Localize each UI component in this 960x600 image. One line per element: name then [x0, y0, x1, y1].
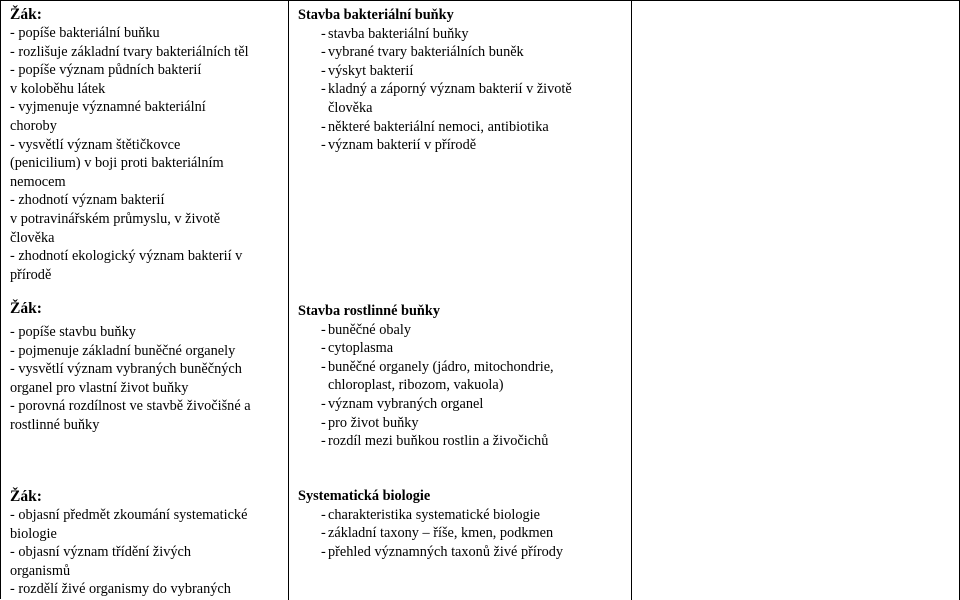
outcome-line: - vyjmenuje významné bakteriální [10, 99, 206, 116]
student-heading: Žák: [10, 300, 42, 317]
topic-item [298, 524, 628, 543]
topic-item [298, 43, 628, 62]
outcome-line: - popíše stavbu buňky [10, 324, 136, 340]
topic-title: Stavba rostlinné buňky [298, 303, 440, 319]
student-heading: Žák: [10, 6, 42, 23]
topic-list [298, 506, 628, 562]
topic-title: Stavba bakteriální buňky [298, 7, 454, 23]
topic-item [298, 414, 628, 433]
topic-item-text: chloroplast, ribozom, vakuola) [328, 377, 504, 394]
topic-item-text: - význam vybraných organel [328, 395, 484, 412]
outcome-line: člověka [10, 229, 55, 246]
topic-item [298, 506, 628, 525]
topic-plant-cell [298, 302, 628, 451]
topic-item [298, 339, 628, 358]
topic-item [298, 321, 628, 340]
topic-item-text: - vybrané tvary bakteriálních buněk [328, 44, 524, 61]
topic-bacteria [298, 6, 628, 155]
outcome-line: - vysvětlí význam štětičkovce [10, 136, 181, 153]
column-divider-2 [631, 1, 632, 600]
topic-item-text: - stavba bakteriální buňky [328, 25, 469, 42]
outcome-line: - rozlišuje základní tvary bakteriálních těl [10, 43, 249, 60]
outcome-line: (penicilium) v boji proti bakteriálním [10, 155, 224, 172]
topic-item-text: - rozdíl mezi buňkou rostlin a živočichů [328, 433, 549, 450]
topic-item-text: - některé bakteriální nemoci, antibiotika [328, 118, 549, 135]
topic-systematics [298, 487, 628, 561]
outcome-line: - popíše bakteriální buňku [10, 25, 160, 41]
topic-list [298, 25, 628, 155]
student-outcomes-systematics [10, 487, 285, 599]
topic-item [298, 25, 628, 44]
topic-item-text: - charakteristika systematické biologie [328, 506, 540, 523]
topic-item-text: - cytoplasma [328, 340, 394, 357]
outcome-line: přírodě [10, 266, 52, 283]
topic-item-text: - kladný a záporný význam bakterií v životě [328, 81, 572, 98]
topic-item [298, 543, 628, 562]
topic-item-text: - buněčné organely (jádro, mitochondrie, [328, 358, 554, 375]
outcome-line: organismů [10, 562, 71, 579]
outcome-line: - objasní předmět zkoumání systematické [10, 507, 248, 523]
outcome-line: organel pro vlastní život buňky [10, 379, 189, 396]
topic-item-text: - pro život buňky [328, 414, 419, 431]
topic-item [298, 80, 628, 117]
topic-item-text: - buněčné obaly [328, 321, 411, 338]
outcome-line: - vysvětlí význam vybraných buněčných [10, 361, 242, 378]
outcome-line: v potravinářském průmyslu, v životě [10, 210, 221, 227]
outcome-line: - zhodnotí význam bakterií [10, 192, 165, 209]
column-divider-1 [288, 1, 289, 600]
topic-item [298, 395, 628, 414]
outcome-line: - rozdělí živé organismy do vybraných [10, 581, 231, 598]
outcome-line: - popíše význam půdních bakterií [10, 62, 202, 79]
topic-item-text: - přehled významných taxonů živé přírody [328, 543, 564, 560]
student-outcomes-bacteria [10, 5, 285, 284]
topic-title: Systematická biologie [298, 488, 431, 504]
outcome-line: - porovná rozdílnost ve stavbě živočišné a [10, 398, 251, 415]
topic-item-text: - význam bakterií v přírodě [328, 137, 477, 154]
topic-list [298, 321, 628, 451]
outcome-line: biologie [10, 525, 57, 542]
topic-item-text: - základní taxony – říše, kmen, podkmen [328, 525, 554, 542]
outcome-line: choroby [10, 117, 57, 134]
topic-item [298, 432, 628, 451]
outcome-line: - pojmenuje základní buněčné organely [10, 342, 236, 359]
topic-item-text: - výskyt bakterií [328, 62, 414, 79]
outcome-line: - zhodnotí ekologický význam bakterií v [10, 248, 243, 265]
outcome-line: v koloběhu látek [10, 80, 106, 97]
student-heading: Žák: [10, 488, 42, 505]
student-outcomes-plant-cell [10, 299, 285, 435]
topic-item-text: člověka [328, 99, 373, 116]
topic-item [298, 62, 628, 81]
topic-item [298, 136, 628, 155]
outcome-line: - objasní význam třídění živých [10, 544, 192, 561]
topic-item [298, 358, 628, 395]
outcome-line: rostlinné buňky [10, 416, 100, 433]
topic-item [298, 118, 628, 137]
outcome-line: nemocem [10, 173, 66, 190]
